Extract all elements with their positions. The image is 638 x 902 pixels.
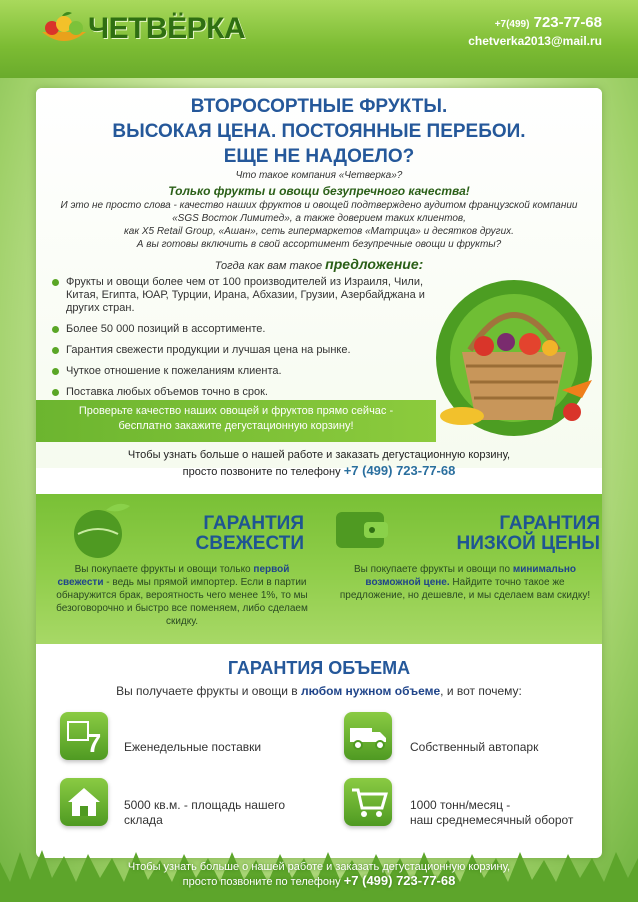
list-item (52, 276, 434, 315)
warehouse-icon (60, 778, 108, 826)
guarantee-fresh-title (148, 514, 304, 554)
fresh-title-1: ГАРАНТИЯ (203, 513, 304, 534)
calendar-glyph-icon (60, 712, 108, 760)
feature-fleet: Собственный автопарк (410, 740, 539, 754)
fruit-basket-logo-icon (38, 10, 90, 50)
volume-subtitle (36, 684, 602, 698)
offer-line (40, 256, 598, 272)
bullet-dot-icon (52, 279, 59, 286)
footer-prefix: просто позвоните по телефону (182, 876, 341, 888)
truck-glyph-icon (344, 712, 392, 760)
call-line-2 (36, 463, 602, 478)
wallet-icon (334, 506, 390, 552)
guarantee-price-text (334, 563, 596, 602)
header-bar (0, 0, 638, 78)
guarantee-price-title (394, 514, 600, 554)
tasting-cta-banner[interactable] (36, 400, 436, 442)
price-text-end: Найдите точно такое же предложение, но дешевле, и мы сделаем вам скидку! (339, 577, 591, 601)
price-title-2: НИЗКОЙ ЦЕНЫ (456, 533, 600, 554)
call-line-1: Чтобы узнать больше о нашей работе и заказать дегустационную корзину, (127, 449, 511, 461)
feature-warehouse-line-2: склада (124, 813, 163, 827)
cta-line-1: Проверьте качество наших овощей и фруктов прямо сейчас - (78, 405, 394, 417)
volume-sub-prefix: Вы получаете фрукты и овощи в (116, 684, 298, 698)
volume-sub-suffix: , и вот почему: (440, 684, 522, 698)
bullet-dot-icon (52, 368, 59, 375)
house-glyph-icon (60, 778, 108, 826)
feature-turnover-line-2: наш среднемесячный оборот (410, 813, 574, 827)
bullet-dot-icon (52, 347, 59, 354)
bullet-dot-icon (52, 326, 59, 333)
fresh-title-2: СВЕЖЕСТИ (195, 533, 304, 554)
bullet-text: Фрукты и овощи более чем от 100 производителей из Израиля, Чили, Китая, Египта, ЮАР, Турции, Ирана, Абхазии, Грузии, Азербайджана и других стран. (66, 276, 425, 314)
headline-line-3: ЕЩЕ НЕ НАДОЕЛО? (223, 146, 415, 167)
feature-turnover (410, 798, 573, 828)
feature-weekly: Еженедельные поставки (124, 740, 262, 754)
intro-line-2: «SGS Восток Лимитед», а также доверием таких клиентов, (172, 213, 466, 224)
bullet-text: Поставка любых объемов точно в срок. (66, 386, 268, 398)
price-text-start: Вы покупаете фрукты и овощи по (353, 564, 511, 575)
bullet-text: Более 50 000 позиций в ассортименте. (66, 323, 266, 335)
header-phone[interactable] (468, 14, 602, 31)
intro-lead: Только фрукты и овощи безупречного качества! (168, 184, 470, 198)
vegetable-basket-image (422, 280, 598, 440)
offer-prefix: Тогда как вам такое (214, 260, 323, 272)
headline-line-1: ВТОРОСОРТНЫЕ ФРУКТЫ. (190, 96, 448, 117)
intro-line-4: А вы готовы включить в свой ассортимент безупречные овощи и фрукты? (136, 239, 502, 250)
call-phone[interactable]: +7 (499) 723-77-68 (343, 463, 456, 478)
bullet-text: Гарантия свежести продукции и лучшая цена на рынке. (66, 344, 351, 356)
volume-title: ГАРАНТИЯ ОБЪЕМА (227, 658, 411, 678)
call-prefix: просто позвоните по телефону (182, 466, 341, 478)
intro-question: Что такое компания «Четверка»? (235, 170, 403, 181)
fresh-text-start: Вы покупаете фрукты и овощи только (74, 564, 251, 575)
fresh-text-bold: первой свежести (57, 564, 290, 588)
footer-call (0, 860, 638, 889)
footer-line-1: Чтобы узнать больше о нашей работе и заказать дегустационную корзину, (127, 861, 511, 873)
cta-line-2: бесплатно закажите дегустационную корзину! (118, 420, 354, 432)
bullet-text: Чуткое отношение к пожеланиям клиента. (66, 365, 282, 377)
shopping-cart-icon (344, 778, 392, 826)
headline-line-2: ВЫСОКАЯ ЦЕНА. ПОСТОЯННЫЕ ПЕРЕБОИ. (112, 121, 526, 142)
footer-phone[interactable]: +7 (499) 723-77-68 (343, 873, 456, 888)
feature-warehouse (124, 798, 285, 828)
contacts (468, 14, 602, 48)
logo-text: ЧЕТВЁРКА (88, 12, 246, 45)
truck-icon (344, 712, 392, 760)
phone-code: +7(499) (494, 19, 530, 30)
phone-number: 723-77-68 (533, 14, 602, 31)
green-apple-icon (70, 500, 134, 560)
price-title-1: ГАРАНТИЯ (499, 513, 600, 534)
fresh-text-end: - ведь мы прямой импортер. Если в партии обнаружится брак, вероятность чего менее 1%, то мы безоговорочно и быстро все поменяем, либо сделаем скидку. (56, 577, 308, 627)
intro-paragraph (40, 199, 598, 251)
cart-glyph-icon (344, 778, 392, 826)
intro-line-1: И это не просто слова - качество наших фруктов и овощей подтверждено аудитом французской компании (60, 200, 578, 211)
feature-warehouse-line-1: 5000 кв.м. - площадь нашего (124, 798, 286, 812)
volume-sub-bold: любом нужном объеме (301, 684, 441, 698)
feature-turnover-line-1: 1000 тонн/месяц - (410, 798, 511, 812)
intro-line-3: как X5 Retail Group, «Ашан», сеть гипермаркетов «Матрица» и десятков других. (124, 226, 514, 237)
bullet-dot-icon (52, 389, 59, 396)
header-email[interactable]: chetverka2013@mail.ru (468, 34, 602, 48)
guarantee-fresh-text (54, 563, 310, 628)
price-text-bold: минимально возможной цене. (365, 564, 577, 588)
calendar-icon (60, 712, 108, 760)
footer-line-2 (0, 874, 638, 889)
calendar-number: 7 (86, 728, 102, 758)
offer-word: предложение: (325, 256, 424, 272)
